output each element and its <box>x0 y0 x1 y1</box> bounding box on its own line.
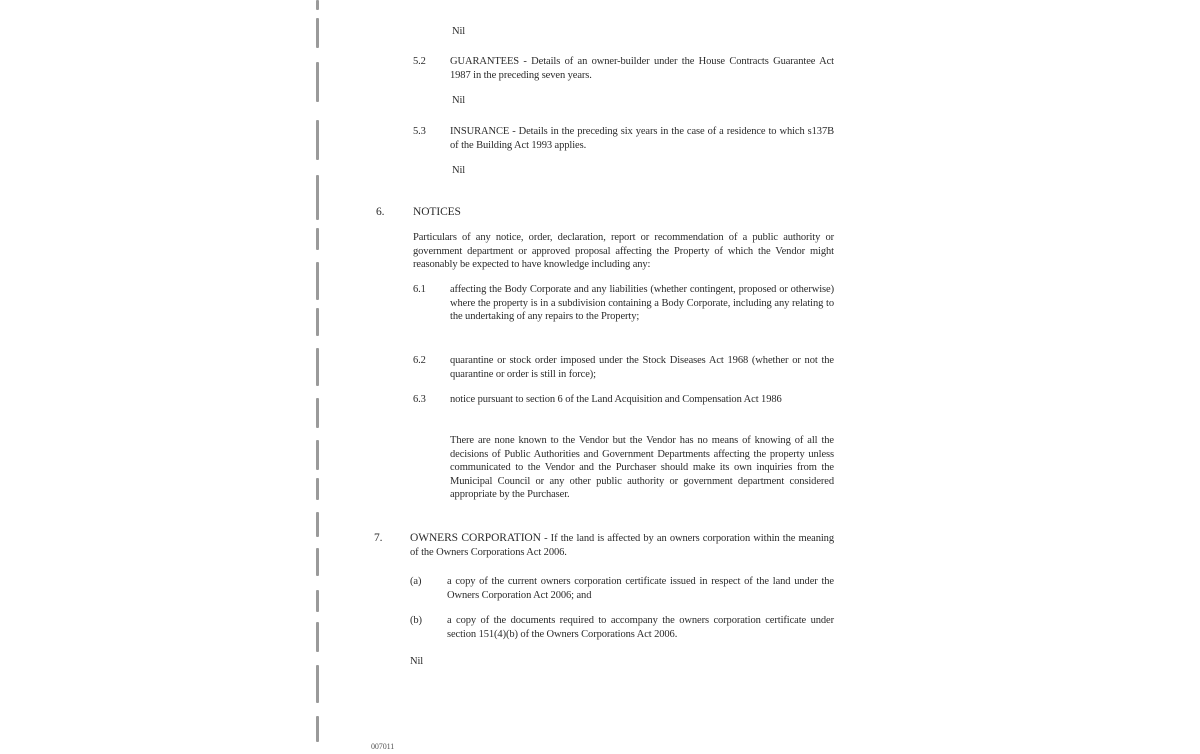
section-number: 7. <box>374 532 383 544</box>
section-number: 6. <box>376 206 385 218</box>
section-number: 5.3 <box>413 126 426 137</box>
section-7-title: OWNERS CORPORATION <box>410 532 541 544</box>
section-5-2-text: GUARANTEES - Details of an owner-builder under the House Contracts Guarantee Act 1987 in the preceding seven years. <box>450 56 834 81</box>
section-7-paragraph <box>410 532 834 559</box>
section-6-3-text: notice pursuant to section 6 of the Land Acquisition and Compensation Act 1986 <box>450 394 782 405</box>
section-7-b-text: a copy of the documents required to accompany the owners corporation certificate under section 151(4)(b) of the Owners Corporations Act 2006. <box>447 615 834 640</box>
nil-text: Nil <box>452 95 466 106</box>
section-number: 5.2 <box>413 56 426 67</box>
section-number: 6.2 <box>413 355 426 366</box>
section-number: 6.3 <box>413 394 426 405</box>
section-5-3-text: INSURANCE - Details in the preceding six years in the case of a residence to which s137B of the Building Act 1993 applies. <box>450 126 834 151</box>
item-letter: (b) <box>410 615 422 626</box>
binding-edge <box>312 0 328 750</box>
section-7-text: - If the land is affected by an owners corporation within the meaning of the Owners Corporations Act 2006. <box>410 533 834 558</box>
section-6-2-text: quarantine or stock order imposed under the Stock Diseases Act 1968 (whether or not the quarantine or order is still in force); <box>450 355 834 380</box>
nil-text: Nil <box>452 26 466 37</box>
section-6-title: NOTICES <box>413 206 461 218</box>
section-7-a-text: a copy of the current owners corporation certificate issued in respect of the land under the Owners Corporation Act 2006; and <box>447 576 834 601</box>
footer-reference: 007011 <box>371 742 395 751</box>
section-number: 6.1 <box>413 284 426 295</box>
section-6-1-text: affecting the Body Corporate and any liabilities (whether contingent, proposed or otherwise) where the property is in a subdivision containing a Body Corporate, including any relating to the undertaking of any repairs to the Property; <box>450 284 834 323</box>
nil-text: Nil <box>452 165 466 176</box>
nil-text: Nil <box>410 656 424 667</box>
section-6-intro: Particulars of any notice, order, declaration, report or recommendation of a public authority or government department or approved proposal affecting the Property of which the Vendor might reasonably be expected to have knowledge including any: <box>413 232 834 271</box>
section-6-note: There are none known to the Vendor but the Vendor has no means of knowing of all the decisions of Public Authorities and Government Departments affecting the property unless communicated to the Vendor and the Purchaser should make its own inquiries from the Municipal Council or any other public authority or government department considered appropriate by the Purchaser. <box>450 435 834 501</box>
item-letter: (a) <box>410 576 422 587</box>
